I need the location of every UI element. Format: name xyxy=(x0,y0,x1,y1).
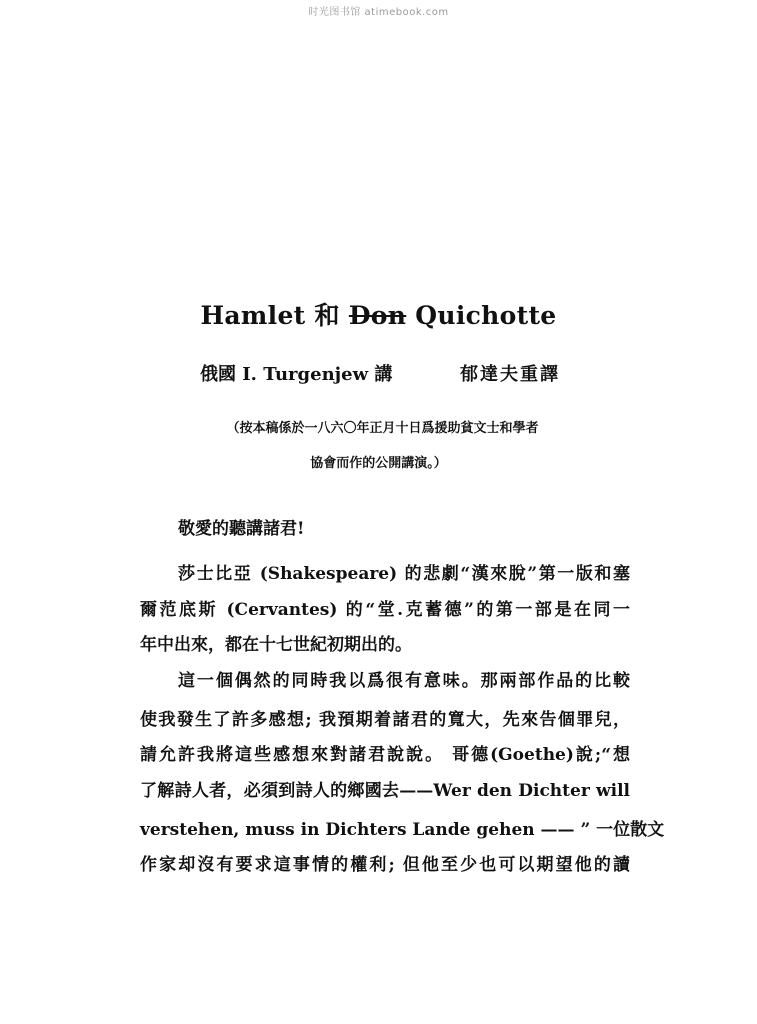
body-line: 這一個偶然的同時我以爲很有意味。那兩部作品的比較 xyxy=(178,671,630,691)
body-line: 使我發生了許多感想; 我預期着諸君的寬大，先來告個罪兒， xyxy=(140,710,630,730)
watermark: 时光图书馆 atimebook.com xyxy=(308,7,449,18)
body-line: 爾范底斯 (Cervantes) 的“堂.克蓄德”的第一部是在同一 xyxy=(140,600,630,620)
body-line: 請允許我將這些感想來對諸君說說。 哥德(Goethe)說;“想 xyxy=(140,745,630,765)
title-part-hamlet: Hamlet 和 xyxy=(200,301,349,330)
body-line: 了解詩人者，必須到詩人的鄉國去——Wer den Dichter will xyxy=(140,781,630,801)
body-line: 作家却沒有要求這事情的權利; 但他至少也可以期望他的讀 xyxy=(140,855,630,875)
translator-byline: 郁達夫重譯 xyxy=(460,364,560,385)
essay-title xyxy=(0,296,757,332)
title-part-quichotte: Quichotte xyxy=(406,301,557,330)
body-line: 敬愛的聽講諸君! xyxy=(178,519,305,539)
editor-note-line-2: 協會而作的公開講演。） xyxy=(310,456,447,471)
body-line: 年中出來，都在十七世紀初期出的。 xyxy=(140,635,412,655)
title-part-don: Don xyxy=(348,301,407,330)
body-line: 莎士比亞 (Shakespeare) 的悲劇“漢來脫”第一版和塞 xyxy=(178,564,630,584)
author-byline: 俄國 I. Turgenjew 講 xyxy=(200,364,393,385)
editor-note-line-1: （按本稿係於一八六〇年正月十日爲援助貧文士和學者 xyxy=(226,421,539,436)
body-line: verstehen, muss in Dichters Lande gehen —— ” 一位散文 xyxy=(140,820,665,840)
